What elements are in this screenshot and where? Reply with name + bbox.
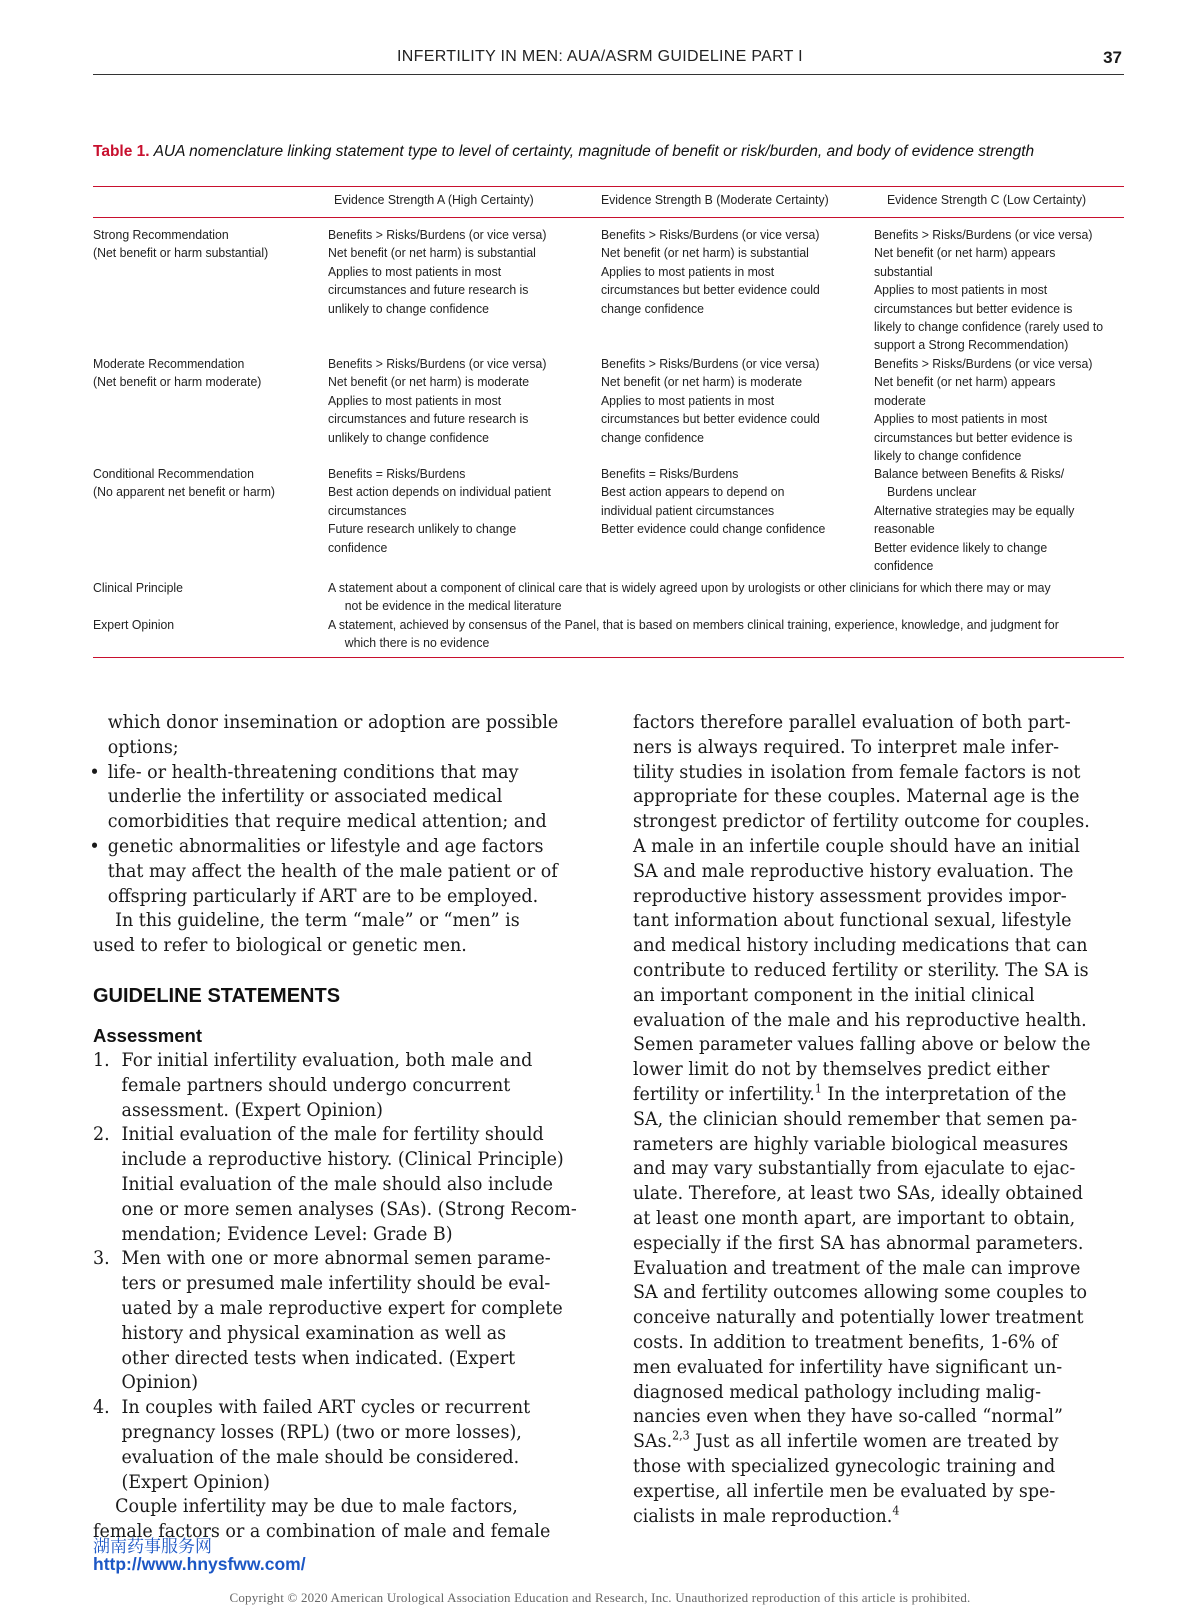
table-caption-label: Table 1.: [93, 143, 150, 160]
closing-line: female factors or a combination of male and female: [93, 1520, 551, 1543]
bullet-icon: •: [89, 834, 100, 857]
row-label-moderate: Moderate Recommendation (Net benefit or harm moderate): [93, 356, 262, 390]
closing-line: Couple infertility may be due to male factors,: [115, 1495, 518, 1518]
paragraph-line: In this guideline, the term “male” or “men” is: [115, 909, 520, 932]
cell-conditional-b: Benefits = Risks/Burdens Best action appears to depend on individual patient circumstances Better evidence could change confidence: [601, 466, 826, 537]
column-header-a: Evidence Strength A (High Certainty): [334, 192, 534, 207]
statement-list: [93, 1048, 604, 1544]
page-number: 37: [1103, 48, 1122, 67]
cell-strong-c: Benefits > Risks/Burdens (or vice versa) Net benefit (or net harm) appears substantial Applies to most patients in most circumstances but better evidence is likely to change confidence (rarely used to support a Strong Recommendation): [874, 227, 1104, 353]
table-caption: [93, 141, 1124, 162]
right-column: factors therefore parallel evaluation of both part- ners is always required. To interpret male infer- tility studies in isolation from female factors is not appropriate for these couples. Maternal age is the strongest predictor of fertility outcome for couples. A male in an infertile couple should have an initial SA and male reproductive history evaluation. The reproductive history assessment provides impor- tant information about functional sexual, lifestyle and medical history including medications that can contribute to reduced fertility or sterility. The SA is an important component in the initial clinical evaluation of the male and his reproductive health. Semen parameter values falling above or below the lower limit do not by themselves predict either fertility or infertility.$^1$ In the interpretation of the SA, the clinician should remember that semen pa- rameters are highly variable biological measures and may vary substantially from ejaculate to ejac- ulate. Therefore, at least two SAs, ideally obtained at least one month apart, are important to obtain, especially if the first SA has abnormal parameters. Evaluation and treatment of the male can improve SA and fertility outcomes allowing some couples to conceive naturally and potentially lower treatment costs. In addition to treatment benefits, 1-6% of men evaluated for infertility have significant un- diagnosed medical pathology including malig- nancies even when they have so-called “normal” SAs.$^{2,3}$ Just as all infertile women are treated by those with specialized gynecologic training and expertise, all infertile men be evaluated by spe- cialists in male reproduction.$^4$: [633, 711, 1091, 1527]
cell-conditional-c: Balance between Benefits & Risks/ Burdens unclear Alternative strategies may be equally reasonable Better evidence likely to change confidence: [874, 466, 1075, 574]
row-label-strong: Strong Recommendation (Net benefit or harm substantial): [93, 227, 269, 261]
cell-clinical-principle: A statement about a component of clinical care that is widely agreed upon by urologists or other clinicians for which there may or may not be evidence in the medical literature: [328, 580, 1051, 614]
row-label-conditional: Conditional Recommendation (No apparent net benefit or harm): [93, 466, 276, 500]
header-rule: [93, 74, 1124, 75]
cell-strong-b: Benefits > Risks/Burdens (or vice versa) Net benefit (or net harm) is substantial Applies to most patients in most circumstances but better evidence could change confidence: [601, 227, 820, 316]
intro-line: options;: [107, 735, 179, 758]
table-top-rule: [93, 186, 1124, 187]
row-label-clinical-principle: Clinical Principle: [93, 580, 183, 595]
statement-item: 4. In couples with failed ART cycles or recurrent pregnancy losses (RPL) (two or more losses), evaluation of the male should be considered. (Expert Opinion): [93, 1396, 531, 1493]
table-header-rule: [93, 217, 1124, 218]
cell-expert-opinion: A statement, achieved by consensus of the Panel, that is based on members clinical training, experience, knowledge, and judgment for which there is no evidence: [328, 617, 1059, 651]
cell-moderate-c: Benefits > Risks/Burdens (or vice versa) Net benefit (or net harm) appears moderate Applies to most patients in most circumstances but better evidence is likely to change confidence: [874, 356, 1093, 464]
citation-ref: 4: [892, 1503, 900, 1518]
watermark-site-name: 湖南药事服务网: [93, 1537, 212, 1557]
bullet-item: • life- or health-threatening conditions that may underlie the infertility or associated medical comorbidities that require medical attention; and: [89, 760, 547, 833]
bullet-icon: •: [89, 760, 100, 783]
table-caption-text: AUA nomenclature linking statement type to level of certainty, magnitude of benefit or risk/burden, and body of evidence strength: [153, 143, 1035, 160]
subheading-assessment: Assessment: [93, 1025, 203, 1046]
cell-moderate-b: Benefits > Risks/Burdens (or vice versa) Net benefit (or net harm) is moderate Applies to most patients in most circumstances but better evidence could change confidence: [601, 356, 820, 445]
cell-conditional-a: Benefits = Risks/Burdens Best action depends on individual patient circumstances Future research unlikely to change confidence: [328, 466, 551, 555]
section-heading: GUIDELINE STATEMENTS: [93, 985, 341, 1007]
left-column: [89, 710, 604, 958]
statement-item: 1. For initial infertility evaluation, both male and female partners should undergo concurrent assessment. (Expert Opinion): [93, 1049, 533, 1121]
watermark-site-url[interactable]: http://www.hnysfww.com/: [93, 1554, 306, 1574]
statement-item: 2. Initial evaluation of the male for fertility should include a reproductive history. (Clinical Principle) Initial evaluation of the male should also include one or more semen analyses (SAs). (Strong Recom- mendation; Evidence Level: Grade B): [93, 1123, 577, 1245]
intro-line: which donor insemination or adoption are possible: [107, 711, 559, 733]
column-header-b: Evidence Strength B (Moderate Certainty): [601, 192, 829, 207]
cell-moderate-a: Benefits > Risks/Burdens (or vice versa) Net benefit (or net harm) is moderate Applies to most patients in most circumstances and future research is unlikely to change confidence: [328, 356, 547, 445]
statement-item: 3. Men with one or more abnormal semen parame- ters or presumed male infertility should be eval- uated by a male reproductive expert for complete history and physical examination as well as other directed tests when indicated. (Expert Opinion): [93, 1247, 563, 1394]
citation-ref: 2,3: [672, 1428, 690, 1443]
bullet-item: • genetic abnormalities or lifestyle and age factors that may affect the health of the male patient or of offspring particularly if ART are to be employed.: [89, 834, 558, 907]
citation-ref: 1: [814, 1081, 822, 1096]
paragraph-line: used to refer to biological or genetic men.: [93, 934, 467, 957]
column-header-c: Evidence Strength C (Low Certainty): [887, 192, 1087, 207]
table-bottom-rule: [93, 657, 1124, 658]
cell-strong-a: Benefits > Risks/Burdens (or vice versa) Net benefit (or net harm) is substantial Applies to most patients in most circumstances and future research is unlikely to change confidence: [328, 227, 547, 316]
copyright-notice: Copyright © 2020 American Urological Association Education and Research, Inc. Unauthorized reproduction of this article is prohibited.: [229, 1590, 971, 1605]
running-head: INFERTILITY IN MEN: AUA/ASRM GUIDELINE PART I: [397, 48, 803, 65]
row-label-expert-opinion: Expert Opinion: [93, 617, 175, 632]
